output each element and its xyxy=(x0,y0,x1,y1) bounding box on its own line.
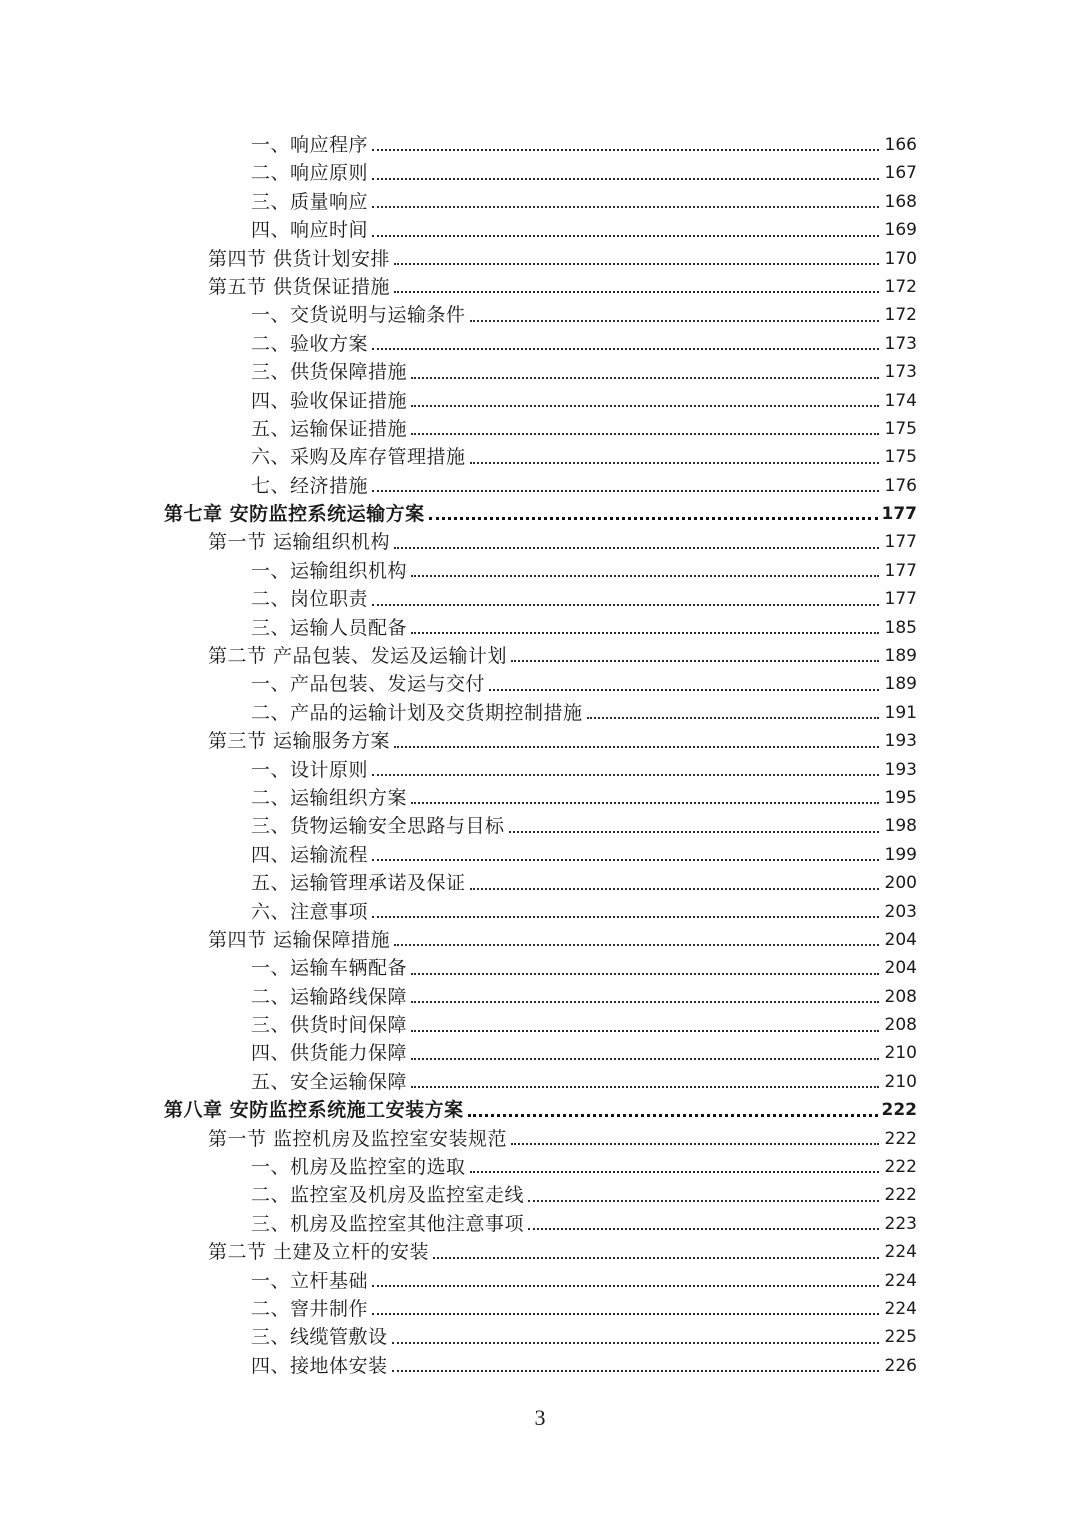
dot-leader xyxy=(470,462,879,464)
toc-entry-title: 六、采购及库存管理措施 xyxy=(251,446,466,469)
toc-item-row[interactable] xyxy=(0,387,1080,415)
toc-item-row[interactable] xyxy=(0,1040,1080,1068)
toc-entry-title: 四、供货能力保障 xyxy=(251,1042,408,1065)
dot-leader xyxy=(372,149,879,151)
toc-section-row[interactable] xyxy=(0,1238,1080,1266)
toc-entry-title: 一、机房及监控室的选取 xyxy=(251,1156,466,1179)
toc-entry-page: 177 xyxy=(884,532,917,553)
toc-entry-page: 225 xyxy=(884,1327,917,1348)
toc-entry-title: 二、验收方案 xyxy=(251,332,369,355)
toc-entry-title: 四、运输流程 xyxy=(251,843,369,866)
dot-leader xyxy=(511,1143,879,1145)
dot-leader xyxy=(509,831,879,833)
toc-item-row[interactable] xyxy=(0,585,1080,613)
toc-entry-title: 第五节 供货保证措施 xyxy=(208,275,391,298)
toc-entry-page: 173 xyxy=(884,362,917,383)
dot-leader xyxy=(394,746,879,748)
toc-item-row[interactable] xyxy=(0,1210,1080,1238)
toc-entry-page: 204 xyxy=(884,958,917,979)
dot-leader xyxy=(372,859,879,861)
toc-entry-title: 二、岗位职责 xyxy=(251,588,369,611)
toc-entry-page: 195 xyxy=(884,787,917,808)
toc-entry-page: 224 xyxy=(884,1242,917,1263)
dot-leader xyxy=(411,405,879,407)
toc-entry-title: 五、安全运输保障 xyxy=(251,1070,408,1093)
toc-entry-title: 二、产品的运输计划及交货期控制措施 xyxy=(251,701,583,724)
toc-item-row[interactable] xyxy=(0,131,1080,159)
toc-entry-title: 第二节 土建及立杆的安装 xyxy=(208,1241,430,1264)
dot-leader xyxy=(489,689,879,691)
toc-entry-title: 一、设计原则 xyxy=(251,758,369,781)
toc-entry-page: 189 xyxy=(884,646,917,667)
toc-entry-title: 第四节 运输保障措施 xyxy=(208,928,391,951)
toc-chapter-row[interactable] xyxy=(0,1096,1080,1124)
toc-entry-page: 173 xyxy=(884,333,917,354)
toc-item-row[interactable] xyxy=(0,1295,1080,1323)
dot-leader xyxy=(411,1086,879,1088)
toc-entry-page: 174 xyxy=(884,390,917,411)
toc-item-row[interactable] xyxy=(0,670,1080,698)
table-of-contents xyxy=(0,131,1080,1380)
toc-entry-title: 二、监控室及机房及监控室走线 xyxy=(251,1184,525,1207)
toc-item-row[interactable] xyxy=(0,1352,1080,1380)
toc-item-row[interactable] xyxy=(0,1323,1080,1351)
toc-entry-page: 208 xyxy=(884,1015,917,1036)
toc-entry-title: 一、产品包装、发运与交付 xyxy=(251,673,486,696)
toc-entry-page: 224 xyxy=(884,1299,917,1319)
toc-entry-page: 193 xyxy=(884,759,917,780)
dot-leader xyxy=(411,1001,879,1003)
dot-leader xyxy=(394,547,879,549)
toc-entry-page: 208 xyxy=(884,986,917,1007)
toc-entry-page: 177 xyxy=(884,560,917,581)
toc-entry-title: 二、窨井制作 xyxy=(251,1298,369,1320)
toc-entry-title: 一、运输车辆配备 xyxy=(251,957,408,980)
toc-section-row[interactable] xyxy=(0,727,1080,755)
toc-entry-page: 172 xyxy=(884,305,917,326)
dot-leader xyxy=(411,1058,879,1060)
toc-entry-page: 177 xyxy=(881,504,917,525)
toc-entry-page: 226 xyxy=(884,1355,917,1376)
toc-entry-page: 189 xyxy=(884,674,917,695)
toc-entry-title: 六、注意事项 xyxy=(251,900,369,923)
toc-entry-title: 第一节 监控机房及监控室安装规范 xyxy=(208,1127,508,1150)
dot-leader xyxy=(528,1200,879,1202)
dot-leader xyxy=(372,604,879,606)
toc-entry-title: 三、供货保障措施 xyxy=(251,361,408,384)
toc-entry-title: 第三节 运输服务方案 xyxy=(208,730,391,753)
toc-entry-title: 二、响应原则 xyxy=(251,162,369,185)
toc-entry-page: 167 xyxy=(884,163,917,184)
toc-entry-title: 七、经济措施 xyxy=(251,474,369,497)
toc-entry-page: 222 xyxy=(881,1100,917,1121)
dot-leader xyxy=(511,660,879,662)
toc-entry-title: 四、验收保证措施 xyxy=(251,389,408,412)
toc-section-row[interactable] xyxy=(0,1125,1080,1153)
toc-entry-page: 176 xyxy=(884,475,917,496)
toc-entry-page: 224 xyxy=(884,1270,917,1291)
toc-item-row[interactable] xyxy=(0,415,1080,443)
dot-leader xyxy=(411,575,879,577)
toc-entry-page: 210 xyxy=(884,1071,917,1092)
toc-entry-page: 170 xyxy=(884,248,917,269)
toc-item-row[interactable] xyxy=(0,1068,1080,1096)
dot-leader xyxy=(470,888,879,890)
toc-entry-title: 二、运输路线保障 xyxy=(251,985,408,1008)
toc-item-row[interactable] xyxy=(0,1153,1080,1181)
toc-item-row[interactable] xyxy=(0,159,1080,187)
dot-leader xyxy=(411,433,879,435)
dot-leader xyxy=(372,774,879,776)
dot-leader xyxy=(528,1228,879,1230)
toc-entry-title: 第二节 产品包装、发运及运输计划 xyxy=(208,645,508,668)
toc-entry-page: 223 xyxy=(884,1213,917,1234)
page-number: 3 xyxy=(534,1405,546,1430)
toc-item-row[interactable] xyxy=(0,954,1080,982)
toc-entry-page: 172 xyxy=(884,276,917,297)
dot-leader xyxy=(433,1257,879,1259)
toc-entry-title: 五、运输管理承诺及保证 xyxy=(251,872,466,895)
dot-leader xyxy=(372,1285,879,1287)
toc-section-row[interactable] xyxy=(0,528,1080,556)
toc-entry-title: 一、运输组织机构 xyxy=(251,559,408,582)
toc-entry-page: 204 xyxy=(884,929,917,950)
toc-entry-page: 199 xyxy=(884,844,917,865)
toc-entry-page: 193 xyxy=(884,731,917,752)
toc-entry-page: 203 xyxy=(884,901,917,922)
dot-leader xyxy=(372,206,879,208)
toc-entry-title: 第八章 安防监控系统施工安装方案 xyxy=(164,1099,464,1122)
toc-item-row[interactable] xyxy=(0,330,1080,358)
toc-entry-title: 三、运输人员配备 xyxy=(251,616,408,639)
toc-section-row[interactable] xyxy=(0,642,1080,670)
toc-item-row[interactable] xyxy=(0,301,1080,329)
toc-entry-page: 222 xyxy=(884,1157,917,1178)
dot-leader xyxy=(372,178,879,180)
toc-item-row[interactable] xyxy=(0,841,1080,869)
toc-item-row[interactable] xyxy=(0,472,1080,500)
dot-leader xyxy=(470,1171,879,1173)
toc-entry-page: 177 xyxy=(884,589,917,610)
toc-entry-page: 185 xyxy=(884,617,917,638)
dot-leader xyxy=(411,377,879,379)
toc-item-row[interactable] xyxy=(0,614,1080,642)
toc-item-row[interactable] xyxy=(0,1181,1080,1209)
toc-item-row[interactable] xyxy=(0,869,1080,897)
toc-entry-title: 第四节 供货计划安排 xyxy=(208,247,391,270)
toc-item-row[interactable] xyxy=(0,1011,1080,1039)
toc-section-row[interactable] xyxy=(0,926,1080,954)
toc-entry-page: 191 xyxy=(884,702,917,723)
toc-section-row[interactable] xyxy=(0,273,1080,301)
dot-leader xyxy=(411,973,879,975)
toc-entry-page: 168 xyxy=(884,191,917,212)
toc-item-row[interactable] xyxy=(0,784,1080,812)
dot-leader xyxy=(372,348,879,350)
dot-leader xyxy=(468,1114,878,1117)
toc-entry-title: 第七章 安防监控系统运输方案 xyxy=(164,503,425,526)
dot-leader xyxy=(470,320,879,322)
toc-entry-page: 200 xyxy=(884,873,917,894)
toc-item-row[interactable] xyxy=(0,699,1080,727)
dot-leader xyxy=(372,235,879,237)
toc-entry-page: 210 xyxy=(884,1043,917,1064)
toc-entry-page: 198 xyxy=(884,816,917,837)
dot-leader xyxy=(411,802,879,804)
toc-entry-title: 三、货物运输安全思路与目标 xyxy=(251,815,505,838)
toc-entry-page: 175 xyxy=(884,418,917,439)
toc-entry-page: 222 xyxy=(884,1128,917,1149)
toc-item-row[interactable] xyxy=(0,216,1080,244)
dot-leader xyxy=(372,1313,879,1315)
toc-entry-page: 169 xyxy=(884,220,917,241)
toc-item-row[interactable] xyxy=(0,983,1080,1011)
toc-entry-title: 五、运输保证措施 xyxy=(251,417,408,440)
toc-item-row[interactable] xyxy=(0,1267,1080,1295)
toc-entry-title: 四、接地体安装 xyxy=(251,1354,388,1377)
toc-item-row[interactable] xyxy=(0,188,1080,216)
toc-section-row[interactable] xyxy=(0,245,1080,273)
toc-entry-title: 三、机房及监控室其他注意事项 xyxy=(251,1212,525,1235)
dot-leader xyxy=(429,517,878,520)
dot-leader xyxy=(394,263,879,265)
dot-leader xyxy=(411,1030,879,1032)
toc-entry-title: 一、交货说明与运输条件 xyxy=(251,304,466,327)
toc-entry-title: 三、供货时间保障 xyxy=(251,1014,408,1037)
toc-entry-page: 166 xyxy=(884,134,917,155)
toc-item-row[interactable] xyxy=(0,898,1080,926)
toc-entry-title: 四、响应时间 xyxy=(251,219,369,242)
toc-entry-title: 一、立杆基础 xyxy=(251,1269,369,1292)
dot-leader xyxy=(392,1370,879,1372)
toc-entry-title: 三、质量响应 xyxy=(251,190,369,213)
dot-leader xyxy=(372,490,879,492)
toc-entry-page: 175 xyxy=(884,447,917,468)
dot-leader xyxy=(587,717,879,719)
dot-leader xyxy=(394,291,879,293)
toc-entry-title: 三、线缆管敷设 xyxy=(251,1326,388,1349)
toc-entry-title: 二、运输组织方案 xyxy=(251,786,408,809)
toc-item-row[interactable] xyxy=(0,557,1080,585)
toc-entry-title: 第一节 运输组织机构 xyxy=(208,531,391,554)
toc-chapter-row[interactable] xyxy=(0,500,1080,528)
dot-leader xyxy=(394,944,879,946)
dot-leader xyxy=(392,1342,879,1344)
dot-leader xyxy=(411,632,879,634)
dot-leader xyxy=(372,916,879,918)
toc-entry-page: 222 xyxy=(884,1185,917,1206)
toc-item-row[interactable] xyxy=(0,443,1080,471)
toc-item-row[interactable] xyxy=(0,812,1080,840)
toc-entry-title: 一、响应程序 xyxy=(251,133,369,156)
toc-item-row[interactable] xyxy=(0,358,1080,386)
toc-item-row[interactable] xyxy=(0,756,1080,784)
